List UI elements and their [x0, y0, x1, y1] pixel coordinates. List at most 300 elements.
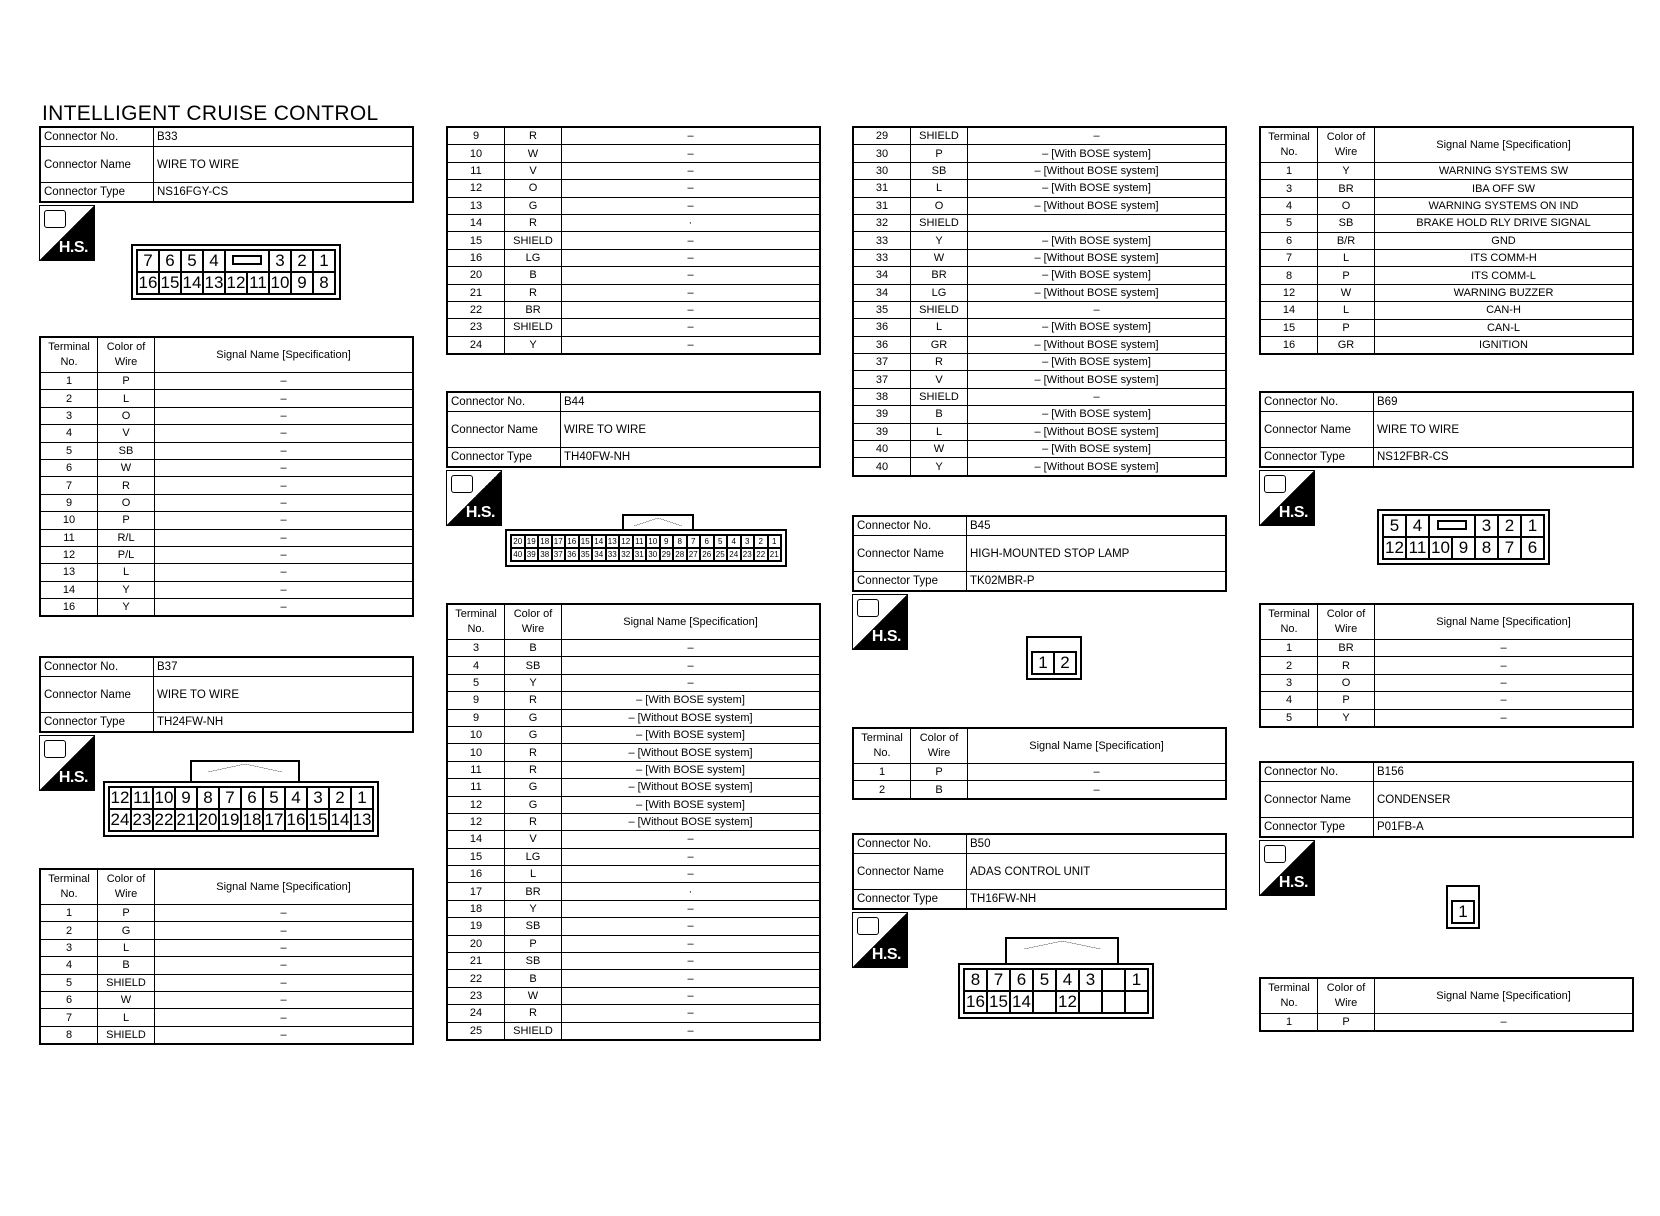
pin-number: 5 — [263, 787, 285, 809]
signal-name: – — [155, 599, 414, 617]
label: Connector Type — [1260, 448, 1374, 468]
wire-color: R — [1318, 657, 1375, 674]
pin-number: 13 — [606, 535, 620, 548]
connector-icon — [44, 210, 66, 228]
wire-color: B — [505, 970, 562, 987]
terminal-no: 10 — [447, 145, 505, 162]
terminal-no: 11 — [447, 162, 505, 179]
terminal-no: 1 — [1260, 1014, 1318, 1032]
table-header — [1260, 978, 1633, 1014]
pin-row — [511, 548, 781, 561]
terminal-no: 11 — [447, 761, 505, 778]
b69-connector-info — [1259, 391, 1634, 468]
wire-color: R — [505, 214, 562, 231]
wire-color: L — [911, 423, 968, 440]
wire-color: L — [98, 390, 155, 407]
empty-cavity — [1102, 991, 1125, 1013]
signal-name: – — [968, 301, 1227, 318]
wire-color: R — [505, 744, 562, 761]
wire-color: P — [1318, 1014, 1375, 1032]
table-row — [1260, 657, 1633, 674]
table-row — [447, 866, 820, 883]
pin-number: 3 — [741, 535, 755, 548]
terminal-no: 10 — [40, 512, 98, 529]
b44-terminal-table-continued — [852, 126, 1227, 477]
signal-name: – [With BOSE system] — [968, 267, 1227, 284]
wire-color: SHIELD — [505, 1022, 562, 1040]
wire-color: O — [1318, 197, 1375, 214]
pin-grid — [510, 534, 782, 562]
table-header — [853, 728, 1226, 764]
pin-number: 19 — [220, 810, 240, 829]
signal-name: – [With BOSE system] — [968, 354, 1227, 371]
pin-number: 22 — [154, 810, 174, 829]
wire-color: Y — [1318, 709, 1375, 727]
terminal-no: 34 — [853, 284, 911, 301]
signal-name: – [Without BOSE system] — [968, 336, 1227, 353]
wire-color: LG — [911, 284, 968, 301]
terminal-no: 14 — [447, 831, 505, 848]
harness-side-icon — [446, 470, 502, 526]
signal-name: – — [562, 319, 821, 336]
pin-number: 16 — [565, 535, 579, 548]
wire-color: R — [505, 692, 562, 709]
pin-number: 5 — [1383, 515, 1406, 537]
signal-name: – — [562, 127, 821, 145]
wire-color: R — [505, 813, 562, 830]
terminal-no: 34 — [853, 267, 911, 284]
wire-color: O — [505, 180, 562, 197]
header-color-of-wire: Color of Wire — [1318, 978, 1375, 1014]
table-row — [1260, 302, 1633, 319]
terminal-no: 3 — [40, 939, 98, 956]
table-row — [40, 905, 413, 922]
table-row — [40, 512, 413, 529]
signal-name: – — [155, 922, 414, 939]
wire-color: SB — [1318, 215, 1375, 232]
label: Connector Name — [40, 147, 154, 183]
column-1 — [39, 126, 414, 203]
terminal-no: 15 — [1260, 319, 1318, 336]
table-row — [40, 957, 413, 974]
table-row — [1260, 163, 1633, 180]
label: Connector Type — [853, 890, 967, 910]
wire-color: G — [505, 779, 562, 796]
signal-name: – — [155, 905, 414, 922]
signal-name: – — [155, 957, 414, 974]
signal-name: – — [562, 197, 821, 214]
b45-connector-no: B45 — [967, 516, 1227, 536]
table-row — [853, 336, 1226, 353]
pin-grid — [1031, 651, 1077, 675]
signal-name: – [Without BOSE system] — [562, 709, 821, 726]
signal-name: – — [562, 848, 821, 865]
terminal-no: 16 — [447, 866, 505, 883]
terminal-no: 1 — [1260, 640, 1318, 657]
terminal-no: 22 — [447, 301, 505, 318]
b33-connector-no: B33 — [154, 127, 414, 147]
pin-number: 22 — [754, 548, 768, 561]
table-row — [1260, 709, 1633, 727]
signal-name: – — [562, 831, 821, 848]
terminal-no: 12 — [447, 180, 505, 197]
terminal-no: 40 — [853, 458, 911, 476]
table-row — [40, 425, 413, 442]
terminal-no: 14 — [40, 581, 98, 598]
wire-color: R/L — [98, 529, 155, 546]
label: Connector Type — [447, 448, 561, 468]
signal-name: – — [562, 162, 821, 179]
b45-terminal-table-wrap — [852, 727, 1227, 800]
pin-number: 7 — [1498, 537, 1521, 559]
signal-name: – — [562, 336, 821, 354]
table-row — [447, 249, 820, 266]
pin-number: 5 — [181, 250, 203, 272]
pin-number: 31 — [633, 548, 647, 561]
table-row — [1260, 249, 1633, 266]
signal-name: – — [562, 918, 821, 935]
wire-color: B — [98, 957, 155, 974]
connector-icon — [1264, 845, 1286, 863]
pin-number: 23 — [132, 810, 152, 829]
terminal-no: 8 — [1260, 267, 1318, 284]
b69-terminal-table-wrap — [1259, 603, 1634, 728]
terminal-no: 19 — [447, 918, 505, 935]
b69-connector-no: B69 — [1374, 392, 1634, 412]
b37-connector-name: WIRE TO WIRE — [154, 677, 414, 713]
b50-terminal-table-wrap — [1259, 126, 1634, 355]
pin-number: 12 — [1056, 991, 1079, 1013]
wire-color: W — [98, 459, 155, 476]
terminal-no: 10 — [447, 726, 505, 743]
harness-side-icon — [1259, 470, 1315, 526]
pin-number: 12 — [226, 273, 246, 292]
terminal-no: 14 — [447, 214, 505, 231]
label: Connector Name — [1260, 412, 1374, 448]
harness-side-icon — [852, 594, 908, 650]
hs-label: H.S. — [871, 628, 901, 645]
terminal-no: 25 — [447, 1022, 505, 1040]
b44-connector-face — [505, 529, 787, 567]
signal-name: – — [1375, 640, 1634, 657]
b45-terminal-table — [852, 727, 1227, 800]
signal-name: GND — [1375, 232, 1634, 249]
signal-name: – — [155, 407, 414, 424]
signal-name: – — [155, 581, 414, 598]
signal-name: – [With BOSE system] — [968, 406, 1227, 423]
signal-name: – — [155, 939, 414, 956]
table-row — [853, 319, 1226, 336]
pin-grid — [963, 968, 1149, 1014]
signal-name: – [Without BOSE system] — [968, 197, 1227, 214]
signal-name: ITS COMM-L — [1375, 267, 1634, 284]
pin-row — [511, 535, 781, 548]
table-row — [1260, 267, 1633, 284]
pin-grid — [108, 786, 374, 832]
signal-name: – — [155, 512, 414, 529]
signal-name: – — [562, 301, 821, 318]
wire-color: R — [98, 477, 155, 494]
pin-number: 8 — [313, 272, 335, 294]
pin-number: 7 — [137, 250, 159, 272]
pin-number: 8 — [673, 535, 687, 548]
wire-color: P — [1318, 692, 1375, 709]
terminal-no: 5 — [447, 674, 505, 691]
table-row — [447, 726, 820, 743]
signal-name: IBA OFF SW — [1375, 180, 1634, 197]
hs-label: H.S. — [1278, 874, 1308, 891]
wire-color: SHIELD — [911, 214, 968, 231]
connector-icon — [1264, 475, 1286, 493]
pin-number: 10 — [270, 273, 290, 292]
pin-number: 1 — [1125, 969, 1148, 991]
wire-color: G — [98, 922, 155, 939]
wire-color: SB — [505, 953, 562, 970]
wire-color: B — [505, 640, 562, 657]
terminal-no: 13 — [447, 197, 505, 214]
table-row — [853, 232, 1226, 249]
table-row — [447, 796, 820, 813]
pin-number: 11 — [131, 787, 153, 809]
table-row — [447, 744, 820, 761]
pin-number: 11 — [633, 535, 647, 548]
signal-name: – — [155, 1026, 414, 1044]
pin-number: 14 — [182, 273, 202, 292]
terminal-no: 24 — [447, 1005, 505, 1022]
terminal-no: 1 — [40, 373, 98, 390]
terminal-no: 37 — [853, 354, 911, 371]
table-row — [447, 692, 820, 709]
connector-icon — [857, 599, 879, 617]
table-row — [447, 232, 820, 249]
header-terminal-no: Terminal No. — [40, 869, 98, 905]
terminal-no: 5 — [1260, 709, 1318, 727]
label: Connector No. — [1260, 762, 1374, 782]
pin-number: 17 — [552, 535, 566, 548]
wire-color: LG — [505, 249, 562, 266]
signal-name: – — [968, 781, 1227, 799]
wire-color: BR — [505, 301, 562, 318]
terminal-no: 16 — [40, 599, 98, 617]
wire-color: O — [911, 197, 968, 214]
table-row — [40, 390, 413, 407]
wire-color: Y — [911, 458, 968, 476]
table-row — [853, 441, 1226, 458]
b33-connector-name: WIRE TO WIRE — [154, 147, 414, 183]
b44-connector-name: WIRE TO WIRE — [561, 412, 821, 448]
pin-grid — [136, 249, 336, 295]
pin-row — [109, 809, 373, 831]
table-row — [1260, 336, 1633, 354]
table-row — [40, 459, 413, 476]
terminal-no: 10 — [447, 744, 505, 761]
terminal-no: 12 — [447, 796, 505, 813]
terminal-no: 16 — [1260, 336, 1318, 354]
signal-name: – — [562, 232, 821, 249]
wire-color: BR — [505, 883, 562, 900]
pin-row — [137, 250, 335, 272]
wire-color: V — [505, 162, 562, 179]
label: Connector Name — [40, 677, 154, 713]
wire-color: SB — [98, 442, 155, 459]
table-row — [447, 674, 820, 691]
b37-connector-type: TH24FW-NH — [154, 713, 414, 733]
wire-color: P — [911, 764, 968, 781]
signal-name: – [Without BOSE system] — [968, 423, 1227, 440]
wire-color: W — [1318, 284, 1375, 301]
terminal-no: 31 — [853, 180, 911, 197]
table-row — [40, 546, 413, 563]
table-row — [40, 407, 413, 424]
signal-name: – — [155, 494, 414, 511]
pin-number: 20 — [198, 810, 218, 829]
hs-label: H.S. — [58, 769, 88, 786]
harness-side-icon — [39, 205, 95, 261]
pin-number: 6 — [700, 535, 714, 548]
signal-name: ITS COMM-H — [1375, 249, 1634, 266]
table-row — [447, 214, 820, 231]
header-color-of-wire: Color of Wire — [1318, 127, 1375, 163]
label: Connector Type — [1260, 818, 1374, 838]
b156-connector-info — [1259, 761, 1634, 838]
terminal-no: 22 — [447, 970, 505, 987]
pin-number: 1 — [768, 535, 782, 548]
wire-color: Y — [505, 336, 562, 354]
pin-number: 14 — [330, 810, 350, 829]
header-color-of-wire: Color of Wire — [505, 604, 562, 640]
table-row — [1260, 1014, 1633, 1032]
wire-color: V — [911, 371, 968, 388]
pin-number: 3 — [269, 250, 291, 272]
pin-number: 10 — [646, 535, 660, 548]
signal-name: – — [562, 657, 821, 674]
terminal-no: 14 — [1260, 302, 1318, 319]
terminal-no: 12 — [1260, 284, 1318, 301]
table-row — [40, 564, 413, 581]
signal-name: – — [155, 564, 414, 581]
terminal-no: 38 — [853, 388, 911, 405]
b50-info-wrap — [852, 833, 1227, 910]
header-signal-name: Signal Name [Specification] — [155, 337, 414, 373]
wire-color: P — [911, 145, 968, 162]
terminal-no: 4 — [1260, 692, 1318, 709]
b33-connector-info — [39, 126, 414, 203]
signal-name: – — [155, 425, 414, 442]
b45-connector-type: TK02MBR-P — [967, 572, 1227, 592]
terminal-no: 1 — [40, 905, 98, 922]
pin-number: 16 — [138, 273, 158, 292]
table-row — [447, 779, 820, 796]
terminal-no: 23 — [447, 319, 505, 336]
b37-terminal-table — [39, 868, 414, 1045]
pin-number: 5 — [1033, 969, 1056, 991]
wire-color: G — [505, 197, 562, 214]
wire-color: SB — [505, 918, 562, 935]
b69-connector-face — [1377, 509, 1550, 565]
wire-color: B — [911, 406, 968, 423]
signal-name: – — [155, 477, 414, 494]
terminal-no: 3 — [447, 640, 505, 657]
wire-color: B — [911, 781, 968, 799]
signal-name — [968, 214, 1227, 231]
signal-name: – — [1375, 1014, 1634, 1032]
signal-name: – — [155, 390, 414, 407]
pin-number: 11 — [247, 272, 269, 294]
terminal-no: 7 — [1260, 249, 1318, 266]
pin-number: 3 — [1475, 515, 1498, 537]
pin-number: 1 — [1032, 652, 1054, 674]
pin-number: 7 — [687, 535, 701, 548]
label: Connector Name — [447, 412, 561, 448]
wire-color: W — [505, 987, 562, 1004]
pin-number: 4 — [203, 250, 225, 272]
signal-name: – — [562, 145, 821, 162]
pin-number: 26 — [700, 548, 714, 561]
signal-name: – [With BOSE system] — [968, 319, 1227, 336]
signal-name: – [Without BOSE system] — [968, 162, 1227, 179]
terminal-no: 15 — [447, 232, 505, 249]
pin-number: 20 — [511, 535, 525, 548]
wire-color: Y — [505, 674, 562, 691]
table-row — [447, 267, 820, 284]
pin-number: 11 — [1406, 537, 1429, 559]
signal-name: – [Without BOSE system] — [968, 371, 1227, 388]
wire-color: P/L — [98, 546, 155, 563]
terminal-no: 4 — [1260, 197, 1318, 214]
pin-number: 3 — [307, 787, 329, 809]
b37-connector-face — [103, 781, 379, 837]
label: Connector No. — [447, 392, 561, 412]
table-row — [853, 354, 1226, 371]
terminal-no: 11 — [40, 529, 98, 546]
wire-color: L — [1318, 302, 1375, 319]
pin-number: 2 — [291, 250, 313, 272]
signal-name: – — [562, 640, 821, 657]
terminal-no: 3 — [1260, 180, 1318, 197]
wire-color: SHIELD — [98, 1026, 155, 1044]
pin-number: 6 — [1521, 537, 1544, 559]
terminal-no: 2 — [40, 922, 98, 939]
terminal-no: 2 — [1260, 657, 1318, 674]
pin-number: 34 — [592, 548, 606, 561]
pin-number: 30 — [646, 548, 660, 561]
pin-number: 8 — [197, 787, 219, 809]
wire-color: W — [911, 249, 968, 266]
b44-info-wrap — [446, 391, 821, 468]
pin-number: 4 — [1406, 515, 1429, 537]
signal-name: – — [155, 442, 414, 459]
b44-continued-wrap — [852, 126, 1227, 477]
terminal-no: 15 — [447, 848, 505, 865]
empty-cavity — [1102, 969, 1125, 991]
wire-color: GR — [1318, 336, 1375, 354]
wire-color: GR — [911, 336, 968, 353]
wire-color: O — [98, 494, 155, 511]
pin-number: 9 — [291, 272, 313, 294]
table-row — [447, 197, 820, 214]
label: Connector Name — [853, 536, 967, 572]
pin-number: 23 — [741, 548, 755, 561]
empty-cavity — [1033, 991, 1056, 1013]
b50-connector-type: TH16FW-NH — [967, 890, 1227, 910]
terminal-no: 33 — [853, 249, 911, 266]
pin-number: 15 — [308, 810, 328, 829]
wire-color: W — [505, 145, 562, 162]
pin-grid — [1451, 900, 1475, 924]
wire-color: SHIELD — [911, 301, 968, 318]
terminal-no: 5 — [40, 974, 98, 991]
table-row — [447, 953, 820, 970]
